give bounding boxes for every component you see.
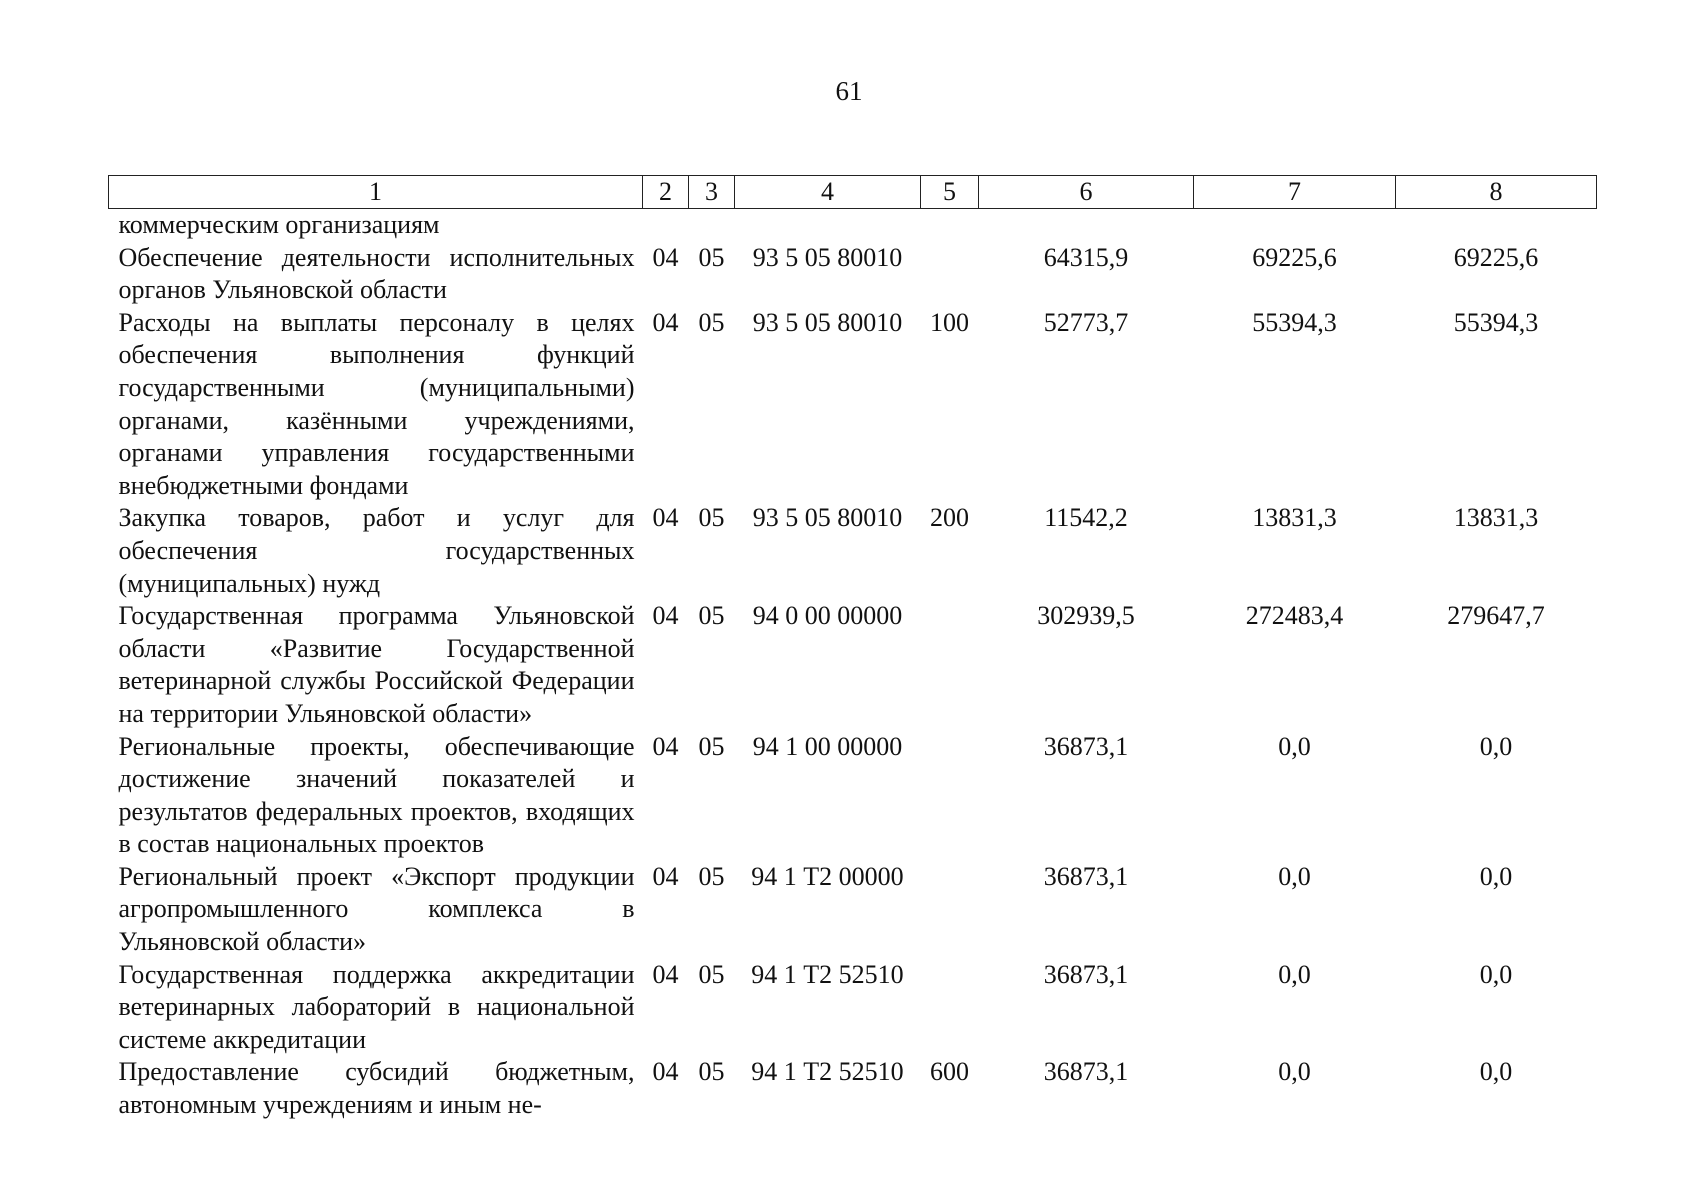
subsection-cell: 05 <box>698 1057 725 1087</box>
amount-col-7-cell: 0,0 <box>1278 1057 1311 1087</box>
table-row <box>109 242 1597 307</box>
amount-col-7-cell: 0,0 <box>1278 731 1311 761</box>
section-cell: 04 <box>652 1057 679 1087</box>
row-name-cell: Обеспечение деятельности исполнительных органов Ульяновской области <box>118 242 635 305</box>
amount-col-7-cell: 55394,3 <box>1252 307 1337 337</box>
amount-col-8-cell: 0,0 <box>1479 861 1513 891</box>
expense-type-cell <box>921 861 979 959</box>
row-name-cell: Государственная программа Ульяновской области «Развитие Государственной ветеринарной службы Российской Федерации на территории Ульяновской области» <box>118 601 635 728</box>
target-article-cell: 94 1 Т2 52510 <box>751 1057 904 1087</box>
table-row <box>109 600 1597 730</box>
amount-col-8-cell: 69225,6 <box>1453 242 1539 272</box>
page-number: 61 <box>835 76 863 106</box>
subsection-cell: 05 <box>698 731 725 761</box>
target-article-cell: 94 1 Т2 00000 <box>751 861 904 891</box>
expense-type-cell <box>921 959 979 1057</box>
expense-type-cell <box>921 242 979 307</box>
target-article-cell: 94 0 00 00000 <box>752 601 903 631</box>
row-name-cell: Закупка товаров, работ и услуг для обеспечения государственных (муниципальных) нужд <box>118 503 635 598</box>
section-cell: 04 <box>652 307 679 337</box>
amount-col-8-cell: 55394,3 <box>1453 307 1539 337</box>
amount-col-7-cell: 13831,3 <box>1252 503 1337 533</box>
header-col-6: 6 <box>979 176 1194 209</box>
amount-col-7-cell: 69225,6 <box>1252 242 1337 272</box>
row-name-cell: Расходы на выплаты персоналу в целях обеспечения выполнения функций государственными (муниципальными) органами, казёнными учреждениями, органами управления государственными внебюджетными фондами <box>118 307 635 500</box>
row-name-cell: Предоставление субсидий бюджетным, автономным учреждениям и иным не- <box>118 1057 635 1120</box>
amount-col-6-cell: 36873,1 <box>1043 1057 1129 1087</box>
header-col-8: 8 <box>1396 176 1597 209</box>
header-col-5: 5 <box>921 176 979 209</box>
row-name-cell: коммерческим организациям <box>118 210 440 239</box>
section-cell: 04 <box>652 503 679 533</box>
subsection-cell: 05 <box>698 242 725 272</box>
expense-type-cell: 600 <box>930 1057 969 1087</box>
section-cell <box>643 209 689 242</box>
amount-col-6-cell: 36873,1 <box>1043 959 1129 989</box>
amount-col-7-cell: 0,0 <box>1278 959 1311 989</box>
section-cell: 04 <box>652 601 679 631</box>
row-name-cell: Государственная поддержка аккредитации ветеринарных лабораторий в национальной системе аккредитации <box>118 959 635 1054</box>
subsection-cell: 05 <box>698 503 725 533</box>
table-body <box>109 209 1597 1122</box>
table-header <box>109 176 1597 209</box>
amount-col-6-cell: 11542,2 <box>1044 503 1128 533</box>
amount-col-6-cell: 302939,5 <box>1037 601 1135 631</box>
target-article-cell: 93 5 05 80010 <box>752 242 903 272</box>
table-row <box>109 209 1597 242</box>
subsection-cell: 05 <box>698 307 725 337</box>
amount-col-6-cell <box>979 209 1194 242</box>
amount-col-8-cell <box>1396 209 1597 242</box>
section-cell: 04 <box>652 959 679 989</box>
row-name-cell: Региональные проекты, обеспечивающие достижение значений показателей и результатов федеральных проектов, входящих в состав национальных проектов <box>118 731 635 859</box>
expense-type-cell <box>921 209 979 242</box>
amount-col-8-cell: 13831,3 <box>1453 503 1539 533</box>
amount-col-8-cell: 0,0 <box>1479 1057 1513 1087</box>
amount-col-8-cell: 279647,7 <box>1447 601 1545 631</box>
amount-col-6-cell: 36873,1 <box>1043 861 1129 891</box>
amount-col-7-cell: 0,0 <box>1278 861 1311 891</box>
expense-type-cell: 200 <box>930 503 969 533</box>
header-col-3: 3 <box>689 176 735 209</box>
header-row <box>109 176 1597 209</box>
amount-col-6-cell: 36873,1 <box>1043 731 1129 761</box>
row-name-cell: Региональный проект «Экспорт продукции агропромышленного комплекса в Ульяновской области» <box>118 861 635 957</box>
subsection-cell: 05 <box>698 861 725 891</box>
subsection-cell: 05 <box>698 601 725 631</box>
expense-type-cell <box>921 731 979 861</box>
table-row <box>109 959 1597 1057</box>
target-article-cell: 93 5 05 80010 <box>752 503 903 533</box>
amount-col-8-cell: 0,0 <box>1479 959 1513 989</box>
subsection-cell: 05 <box>698 959 725 989</box>
target-article-cell <box>735 209 921 242</box>
expense-type-cell: 100 <box>930 307 969 337</box>
amount-col-8-cell: 0,0 <box>1479 731 1513 761</box>
budget-table <box>108 175 1597 1122</box>
target-article-cell: 93 5 05 80010 <box>752 307 903 337</box>
header-col-7: 7 <box>1194 176 1396 209</box>
amount-col-7-cell <box>1194 209 1396 242</box>
header-col-1: 1 <box>109 176 643 209</box>
header-col-4: 4 <box>735 176 921 209</box>
amount-col-6-cell: 64315,9 <box>1043 242 1129 272</box>
table-row <box>109 731 1597 861</box>
section-cell: 04 <box>652 731 679 761</box>
table-row <box>109 861 1597 959</box>
table-row <box>109 307 1597 503</box>
target-article-cell: 94 1 00 00000 <box>752 731 903 761</box>
amount-col-7-cell: 272483,4 <box>1245 601 1344 631</box>
header-col-2: 2 <box>643 176 689 209</box>
subsection-cell <box>689 209 735 242</box>
table-row <box>109 502 1597 600</box>
section-cell: 04 <box>652 861 679 891</box>
amount-col-6-cell: 52773,7 <box>1043 307 1129 337</box>
section-cell: 04 <box>652 242 679 272</box>
expense-type-cell <box>921 600 979 730</box>
target-article-cell: 94 1 Т2 52510 <box>751 959 904 989</box>
table-row <box>109 1056 1597 1121</box>
